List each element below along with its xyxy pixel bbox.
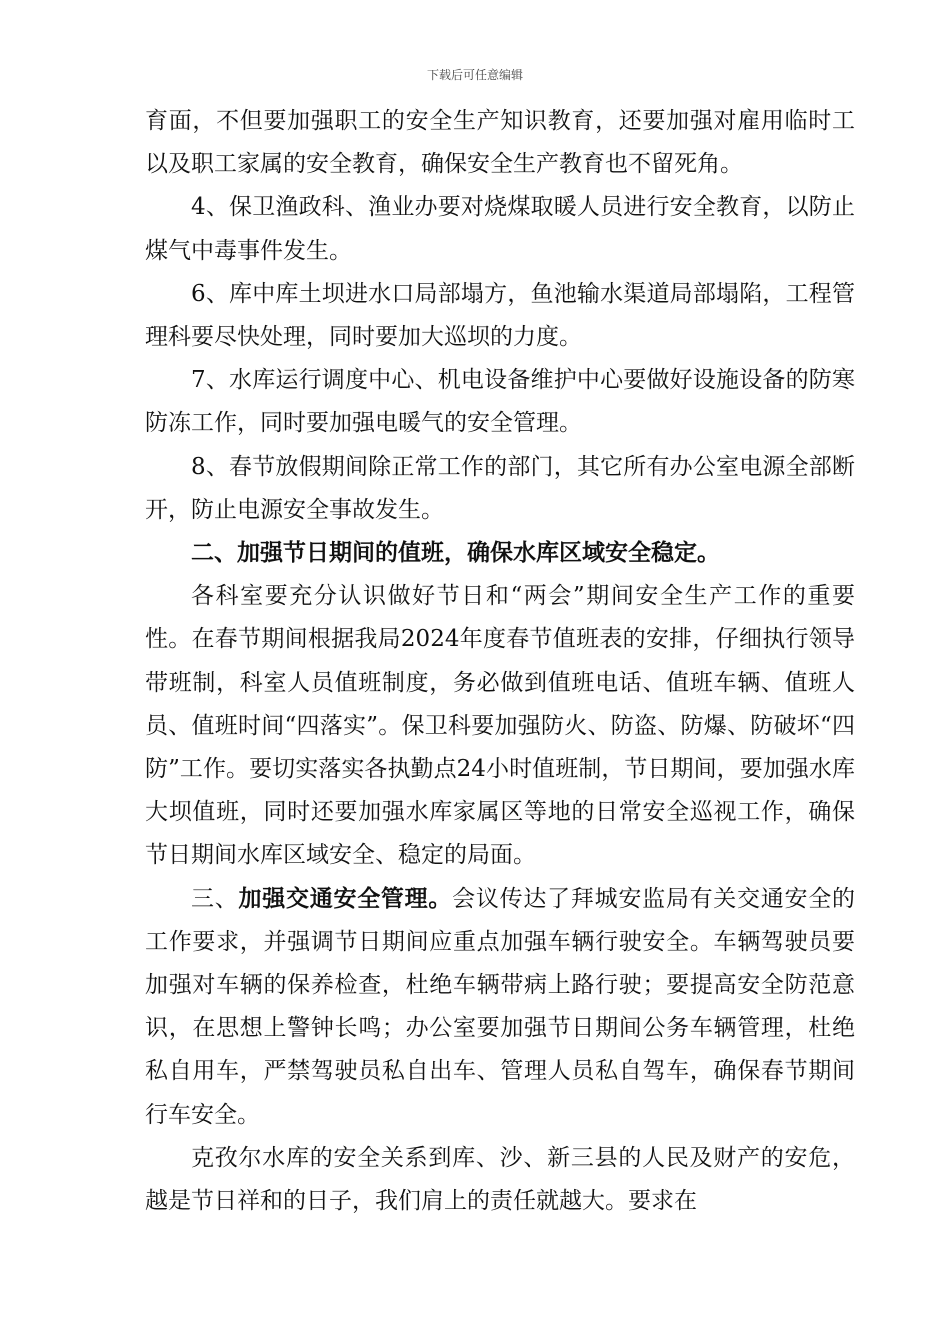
section-heading-3: 加强交通安全管理。: [238, 885, 453, 912]
paragraph-closing: 克孜尔水库的安全关系到库、沙、新三县的人民及财产的安危，越是节日祥和的日子，我们肩上的责任就越大。要求在: [145, 1144, 855, 1215]
section-number-3: 三、: [191, 885, 239, 912]
paragraph-continuation: 育面，不但要加强职工的安全生产知识教育，还要加强对雇用临时工以及职工家属的安全教育，确保安全生产教育也不留死角。: [145, 108, 855, 178]
document-body: [145, 100, 855, 1223]
paragraph-item-6: 6、库中库土坝进水口局部塌方，鱼池输水渠道局部塌陷，工程管理科要尽快处理，同时要加大巡坝的力度。: [145, 280, 855, 351]
paragraph-item-8: 8、春节放假期间除正常工作的部门，其它所有办公室电源全部断开，防止电源安全事故发生。: [145, 453, 855, 523]
paragraph-item-4: 4、保卫渔政科、渔业办要对烧煤取暖人员进行安全教育，以防止煤气中毒事件发生。: [145, 194, 855, 264]
traffic-safety-text: 会议传达了拜城安监局有关交通安全的工作要求，并强调节日期间应重点加强车辆行驶安全。车辆驾驶员要加强对车辆的保养检查，杜绝车辆带病上路行驶；要提高安全防范意识，在思想上警钟长鸣；办公室要加强节日期间公务车辆管理，杜绝私自用车，严禁驾驶员私自出车、管理人员私自驾车，确保春节期间行车安全。: [145, 885, 856, 1128]
paragraph-duty-schedule: 各科室要充分认识做好节日和“两会”期间安全生产工作的重要性。在春节期间根据我局2024年度春节值班表的安排，仔细执行领导带班制，科室人员值班制度，务必做到值班电话、值班车辆、值班人员、值班时间“四落实”。保卫科要加强防火、防盗、防爆、防破坏“四防”工作。要切实落实各执勤点24小时值班制，节日期间，要加强水库大坝值班，同时还要加强水库家属区等地的日常安全巡视工作，确保节日期间水库区域安全、稳定的局面。: [145, 583, 855, 869]
section-heading-2: 二、加强节日期间的值班，确保水库区域安全稳定。: [191, 540, 720, 567]
page-header: 下载后可任意编辑: [426, 68, 523, 82]
paragraph-traffic-safety: [145, 878, 855, 1137]
paragraph-item-7: 7、水库运行调度中心、机电设备维护中心要做好设施设备的防寒防冻工作，同时要加强电暖气的安全管理。: [145, 367, 855, 437]
